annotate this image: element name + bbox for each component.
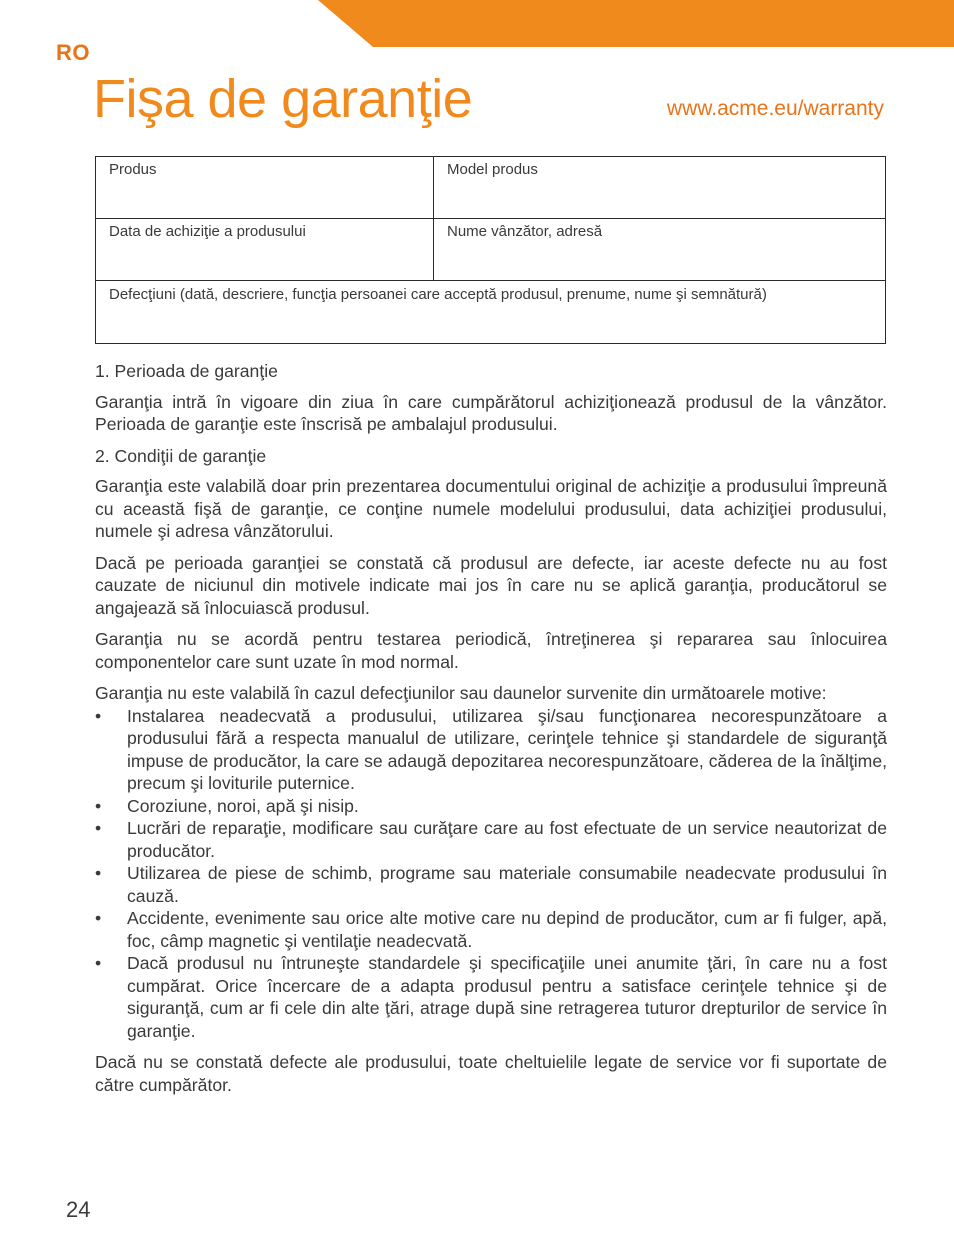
list-item-text: Coroziune, noroi, apă şi nisip.	[127, 795, 359, 816]
form-row	[96, 157, 886, 219]
warranty-url-link[interactable]: www.acme.eu/warranty	[666, 97, 884, 120]
paragraph: Garanţia nu este valabilă în cazul defecţiunilor sau daunelor survenite din următoarele motive:	[95, 683, 827, 703]
list-item-text: Dacă produsul nu întruneşte standardele şi specificaţiile unei anumite ţări, în care nu a fost cumpărat. Orice încercare de a adapta produsul pentru a satisface cerinţele tehnice şi de siguranţă, cum ar fi cele din alte ţări, atrage după sine retragerea tuturor drepturilor de service în garanţie.	[127, 953, 887, 1041]
paragraph: Dacă pe perioada garanţiei se constată că produsul are defecte, iar aceste defecte nu au fost cauzate de niciunul din motivele indicate mai jos în care nu se aplică garanţia, producătorul se angajează să înlocuiască produsul.	[95, 552, 887, 618]
paragraph: Garanţia intră în vigoare din ziua în care cumpărătorul achiziţionează produsul de la vânzător. Perioada de garanţie este înscrisă pe ambalajul produsului.	[95, 391, 887, 434]
list-item-text: Instalarea neadecvată a produsului, utilizarea şi/sau funcţionarea necorespunzătoare a produsului fără a respecta manualul de utilizare, cerinţele tehnice şi standardele de siguranţă impuse de producător, la care se adaugă depozitarea necorespunzătoare, căderea de la înălţime, precum şi loviturile puternice.	[127, 705, 887, 793]
seller-field[interactable]: Nume vânzător, adresă	[434, 219, 886, 281]
exclusions-list	[95, 705, 887, 1043]
model-field[interactable]: Model produs	[434, 157, 886, 219]
form-row	[96, 219, 886, 281]
bullet-icon: •	[95, 863, 102, 883]
list-item	[95, 907, 887, 952]
list-item-text: Accidente, evenimente sau orice alte motive care nu depind de producător, cum ar fi fulger, apă, foc, câmp magnetic şi ventilaţie neadecvată.	[127, 908, 887, 951]
warranty-form-table	[95, 156, 886, 344]
header-accent-tab	[318, 0, 954, 47]
bullet-icon: •	[95, 795, 102, 816]
form-row	[96, 281, 886, 344]
bullet-icon: •	[95, 908, 102, 928]
paragraph: Garanţia este valabilă doar prin prezentarea documentului original de achiziţie a produsului împreună cu această fişă de garanţie, ce conţine numele modelului produsului, data achiziţiei produsului, numele şi adresa vânzătorului.	[95, 476, 887, 541]
warranty-body	[95, 360, 887, 1105]
list-item	[95, 952, 887, 1042]
bullet-icon: •	[95, 953, 102, 973]
paragraph: Garanţia nu se acordă pentru testarea periodică, întreţinerea şi repararea sau înlocuirea componentelor care sunt uzate în mod normal.	[95, 629, 887, 672]
list-item	[95, 795, 887, 818]
bullet-icon: •	[95, 705, 102, 726]
list-item-text: Utilizarea de piese de schimb, programe sau materiale consumabile neadecvate produsului în cauză.	[127, 863, 887, 906]
purchase-date-field[interactable]: Data de achiziţie a produsului	[96, 219, 434, 281]
section-heading-conditions: 2. Condiţii de garanţie	[95, 445, 267, 466]
product-field[interactable]: Produs	[96, 157, 434, 219]
defects-field[interactable]: Defecţiuni (dată, descriere, funcţia persoanei care acceptă produsul, prenume, nume şi semnătură)	[96, 281, 886, 344]
page-number: 24	[66, 1197, 91, 1222]
bullet-icon: •	[95, 818, 102, 838]
page-title: Fişa de garanţie	[93, 69, 473, 129]
list-item	[95, 862, 887, 907]
paragraph: Dacă nu se constată defecte ale produsului, toate cheltuielile legate de service vor fi suportate de către cumpărător.	[95, 1052, 887, 1095]
section-heading-period: 1. Perioada de garanţie	[95, 361, 278, 381]
list-item	[95, 817, 887, 862]
list-item-text: Lucrări de reparaţie, modificare sau curăţare care au fost efectuate de un service neautorizat de producător.	[127, 818, 887, 861]
list-item	[95, 705, 887, 795]
language-code: RO	[56, 40, 90, 65]
